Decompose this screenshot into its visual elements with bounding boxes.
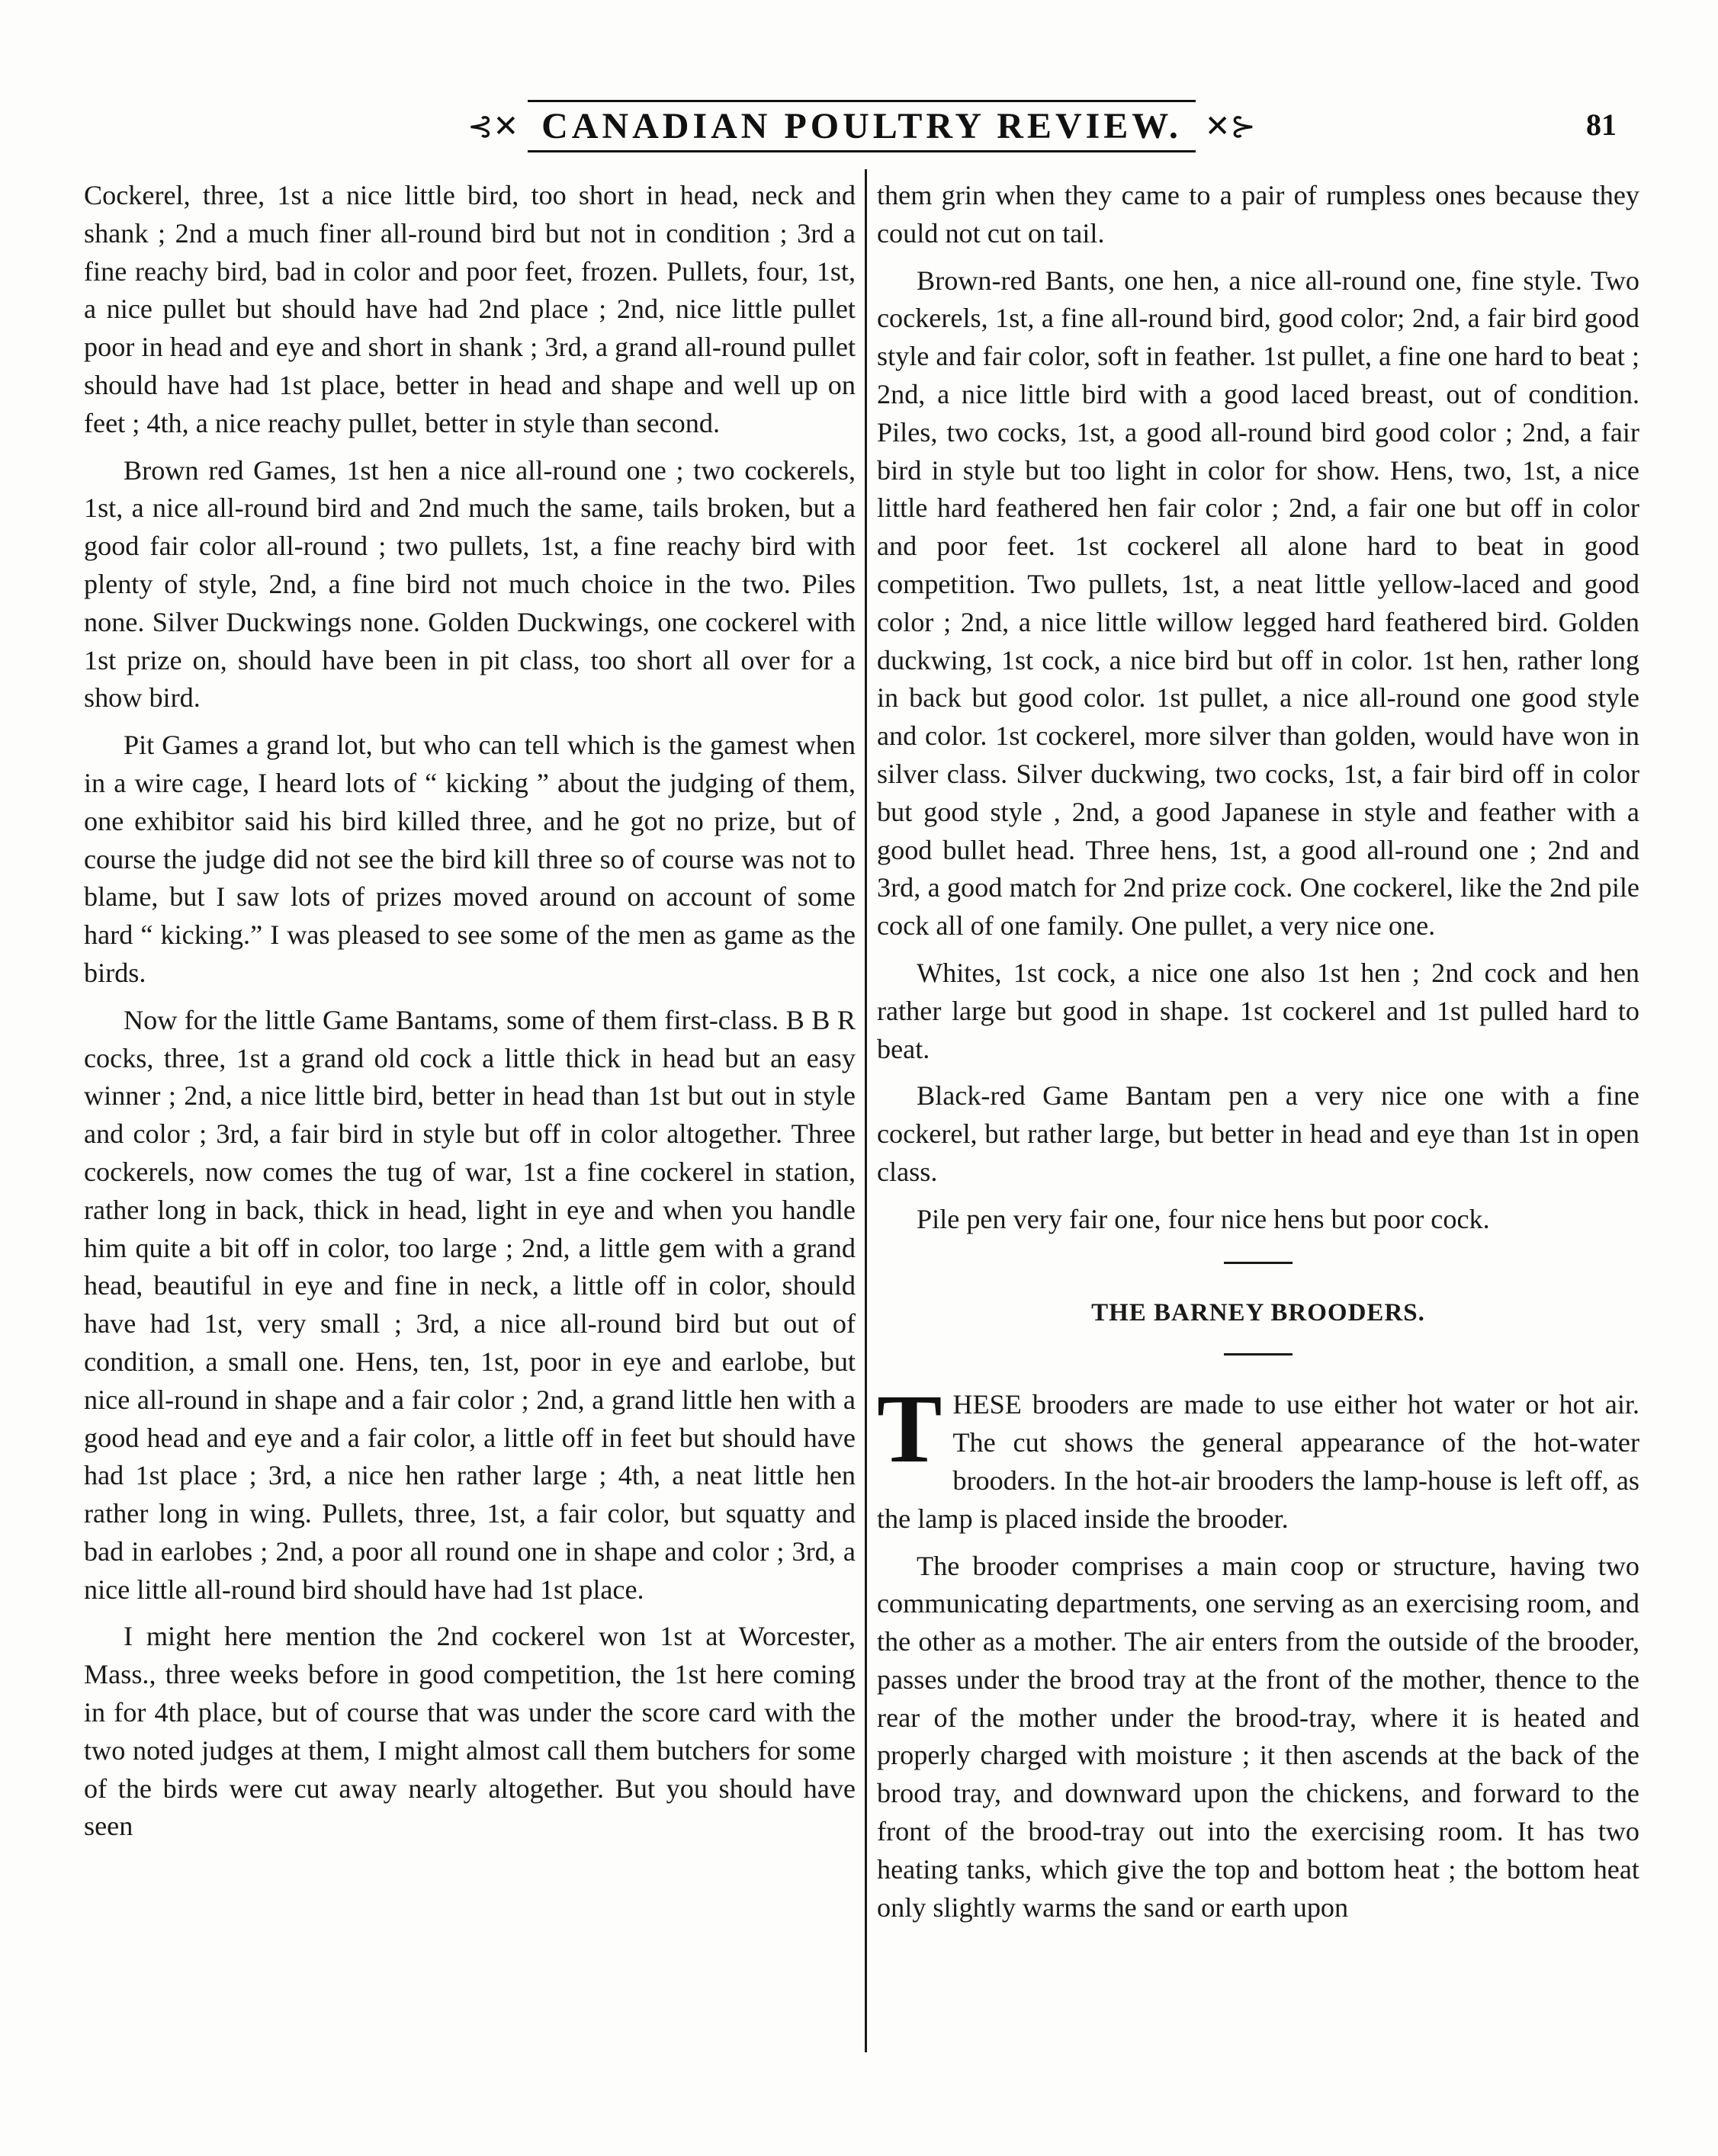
drop-cap: T <box>877 1375 942 1484</box>
paragraph: The brooder comprises a main coop or structure, having two communicating departments, one serving as an exercising room, and the other as a mother. The air enters from the outside of the brooder, passes under the brood tray at the front of the mother, thence to the rear of the mother under the brood-tray, where it is heated and properly charged with moisture ; it then ascends at the back of the brood tray, and downward upon the chickens, and forward to the front of the brood-tray out into the exercising room. It has two heating tanks, which give the top and bottom heat ; the bottom heat only slightly warms the sand or earth upon <box>877 1550 1639 1923</box>
masthead-header <box>467 95 1256 156</box>
lead-smallcaps: HESE <box>952 1389 1022 1420</box>
left-column <box>84 177 856 2049</box>
masthead-title: CANADIAN POULTRY REVIEW. <box>528 100 1196 152</box>
paragraph: Cockerel, three, 1st a nice little bird, too short in head, neck and shank ; 2nd a much finer all-round bird but not in condition ; 3rd a fine reachy bird, bad in color and poor feet, frozen. Pullets, four, 1st, a nice pullet but should have had 2nd place ; 2nd, nice little pullet poor in head and eye and short in shank ; 3rd, a grand all-round pullet should have had 1st place, better in head and shape and well up on feet ; 4th, a nice reachy pullet, better in style than second. <box>84 180 856 438</box>
section-rule-bottom <box>1224 1353 1293 1356</box>
lead-text: brooders are made to use either hot water or hot air. The cut shows the general appearance of the hot-water brooders. In the hot-air brooders the lamp-house is left off, as the lamp is placed inside the brooder. <box>877 1389 1639 1534</box>
paragraph: Whites, 1st cock, a nice one also 1st hen ; 2nd cock and hen rather large but good in shape. 1st cockerel and 1st pulled hard to beat. <box>877 957 1639 1064</box>
section-rule-top <box>1224 1262 1293 1264</box>
right-column <box>877 177 1639 2049</box>
paragraph: I might here mention the 2nd cockerel won 1st at Worcester, Mass., three weeks before in good competition, the 1st here coming in for 4th place, but of course that was under the score card with the two noted judges at them, I might almost call them butchers for some of the birds were cut away nearly altogether. But you should have seen <box>84 1621 856 1842</box>
paragraph: Brown-red Bants, one hen, a nice all-round one, fine style. Two cockerels, 1st, a fine all-round bird, good color; 2nd, a fair bird good style and fair color, soft in feather. 1st pullet, a fine one hard to beat ; 2nd, a nice little bird with a good laced breast, out of condition. Piles, two cocks, 1st, a good all-round bird good color ; 2nd, a fair bird in style but too light in color for show. Hens, two, 1st, a nice little hard feathered hen fair color ; 2nd, a fair one but off in color and poor feet. 1st cockerel all alone hard to beat in good competition. Two pullets, 1st, a neat little yellow-laced and good color ; 2nd, a nice little willow legged hard feathered bird. Golden duckwing, 1st cock, a nice bird but off in color. 1st hen, rather long in back but good color. 1st pullet, a nice all-round one good style and color. 1st cockerel, more silver than golden, would have won in silver class. Silver duckwing, two cocks, 1st, a fair bird off in color but good style , 2nd, a good Japanese in style and feather with a good bullet head. Three hens, 1st, a good all-round one ; 2nd and 3rd, a good match for 2nd prize cock. One cockerel, like the 2nd pile cock all of one family. One pullet, a very nice one. <box>877 265 1639 942</box>
column-divider <box>865 169 867 2052</box>
section-title: THE BARNEY BROODERS. <box>1091 1298 1425 1327</box>
page-number: 81 <box>1586 107 1617 142</box>
paragraph: them grin when they came to a pair of rumpless ones because they could not cut on tail. <box>877 180 1639 249</box>
paragraph: Black-red Game Bantam pen a very nice one with a fine cockerel, but rather large, but better in head and eye than 1st in open class. <box>877 1080 1639 1187</box>
paragraph: Pit Games a grand lot, but who can tell which is the gamest when in a wire cage, I heard lots of “ kicking ” about the judging of them, one exhibitor said his bird killed three, and he got no prize, but of course the judge did not see the bird kill three so of course was not to blame, but I saw lots of prizes moved around on account of some hard “ kicking.” I was pleased to see some of the men as game as the birds. <box>84 730 856 988</box>
right-ornament-icon: ✕⊱ <box>1204 108 1256 143</box>
paragraph: Brown red Games, 1st hen a nice all-round one ; two cockerels, 1st, a nice all-round bird and 2nd much the same, tails broken, but a good fair color all-round ; two pullets, 1st, a fine reachy bird with plenty of style, 2nd, a fine bird not much choice in the two. Piles none. Silver Duckwings none. Golden Duckwings, one cockerel with 1st prize on, should have been in pit class, too short all over for a show bird. <box>84 454 856 714</box>
left-ornament-icon: ⊰✕ <box>467 108 519 143</box>
paragraph: Pile pen very fair one, four nice hens but poor cock. <box>917 1203 1490 1234</box>
paragraph: Now for the little Game Bantams, some of them first-class. B B R cocks, three, 1st a grand old cock a little thick in head but an easy winner ; 2nd, a nice little bird, better in head than 1st but out in style and color ; 3rd, a fair bird in style but off in color altogether. Three cockerels, now comes the tug of war, 1st a fine cockerel in station, rather long in back, thick in head, light in eye and when you handle him quite a bit off in color, too large ; 2nd, a little gem with a grand head, beautiful in eye and fine in neck, a little off in color, should have had 1st, very small ; 3rd, a nice all-round bird but out of condition, a small one. Hens, ten, 1st, poor in eye and earlobe, but nice all-round in shape and a fair color ; 2nd, a grand little hen with a good head and eye and a fair color, a little off in feet but should have had 1st place ; 3rd, a nice hen rather large ; 4th, a neat little hen rather long in wing. Pullets, three, 1st, a fair color, but squatty and bad in earlobes ; 2nd, a poor all round one in shape and color ; 3rd, a nice little all-round bird should have had 1st place. <box>84 1004 856 1605</box>
lead-paragraph <box>877 1375 1639 1538</box>
